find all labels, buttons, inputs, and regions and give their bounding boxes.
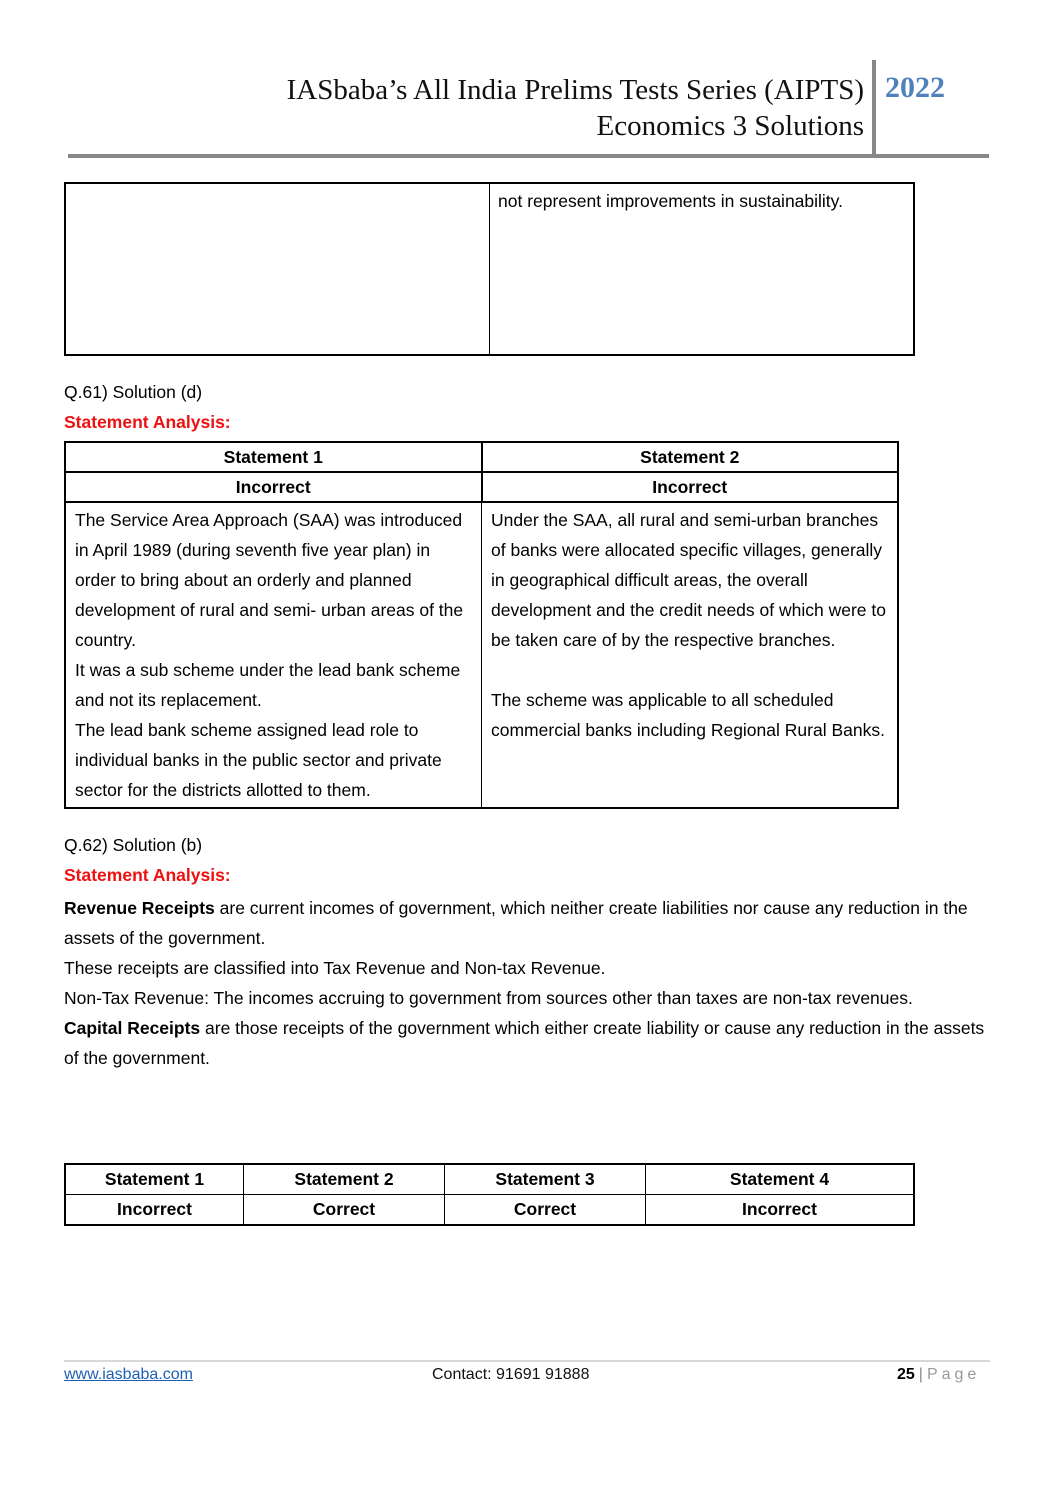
column-header: Statement 4	[646, 1164, 915, 1195]
explanation-paragraph: It was a sub scheme under the lead bank scheme and not its replacement.	[75, 660, 461, 710]
table-row	[65, 183, 914, 355]
column-header: Statement 2	[482, 442, 899, 472]
term-bold: Revenue Receipts	[64, 898, 215, 918]
q62-analysis-label: Statement Analysis:	[64, 865, 231, 885]
page-separator: |	[918, 1366, 923, 1383]
continued-table	[64, 182, 915, 356]
classification-paragraph: These receipts are classified into Tax Revenue and Non-tax Revenue.	[64, 958, 606, 978]
explanation-paragraph: The lead bank scheme assigned lead role to individual banks in the public sector and private sector for the districts allotted to them.	[75, 720, 442, 800]
q61-solution: Q.61) Solution (d)	[64, 382, 203, 402]
explanation-paragraph: The scheme was applicable to all scheduled commercial banks including Regional Rural Banks.	[491, 690, 885, 740]
website-link[interactable]: www.iasbaba.com	[64, 1366, 193, 1383]
column-header: Statement 2	[244, 1164, 445, 1195]
paragraph-text: are those receipts of the government which either create liability or cause any reduction in the assets of the government.	[64, 1018, 985, 1068]
q61-analysis-label: Statement Analysis:	[64, 412, 231, 432]
spacer	[491, 655, 889, 685]
page-number	[897, 1366, 980, 1384]
table-row	[65, 502, 898, 808]
footer-rule	[64, 1360, 990, 1362]
column-header: Statement 1	[65, 442, 482, 472]
q62-statement-table	[64, 1163, 915, 1226]
contact-info: Contact: 91691 91888	[432, 1366, 590, 1383]
verdict-cell: Correct	[445, 1195, 646, 1226]
title-line-1: IASbaba’s All India Prelims Tests Series (AIPTS)	[286, 74, 864, 106]
explanation-paragraph: Under the SAA, all rural and semi-urban branches of banks were allocated specific villages, generally in geographical difficult areas, the overall development and the credit needs of which were to be taken care of by the respective branches.	[491, 510, 886, 650]
header-horizontal-rule	[68, 154, 989, 158]
verdict-cell: Incorrect	[482, 472, 899, 502]
table-cell	[65, 183, 490, 355]
capital-receipts-paragraph	[64, 1013, 994, 1073]
table-verdict-row	[65, 1195, 914, 1226]
paragraph-text: are current incomes of government, which neither create liabilities nor cause any reduction in the assets of the government.	[64, 898, 968, 948]
q62-solution: Q.62) Solution (b)	[64, 835, 203, 855]
column-header: Statement 3	[445, 1164, 646, 1195]
verdict-cell: Incorrect	[65, 472, 482, 502]
header-vertical-divider	[872, 60, 876, 157]
statement-1-explanation	[65, 502, 482, 808]
term-bold: Capital Receipts	[64, 1018, 201, 1038]
title-line-2: Economics 3 Solutions	[596, 110, 864, 142]
table-verdict-row	[65, 472, 898, 502]
q62-explanation	[64, 893, 994, 1073]
page-number-value: 25	[897, 1366, 915, 1383]
non-tax-paragraph: Non-Tax Revenue: The incomes accruing to government from sources other than taxes are non-tax revenues.	[64, 988, 913, 1008]
revenue-receipts-paragraph	[64, 893, 994, 953]
table-header-row	[65, 1164, 914, 1195]
verdict-cell: Incorrect	[646, 1195, 915, 1226]
document-title	[287, 72, 864, 144]
table-header-row	[65, 442, 898, 472]
page-label: Page	[926, 1366, 981, 1383]
table-cell: not represent improvements in sustainability.	[490, 183, 915, 355]
header-year: 2022	[885, 71, 945, 104]
verdict-cell: Correct	[244, 1195, 445, 1226]
column-header: Statement 1	[65, 1164, 244, 1195]
verdict-cell: Incorrect	[65, 1195, 244, 1226]
statement-2-explanation	[482, 502, 899, 808]
q61-statement-table	[64, 441, 899, 809]
explanation-paragraph: The Service Area Approach (SAA) was introduced in April 1989 (during seventh five year plan) in order to bring about an orderly and planned development of rural and semi- urban areas of the country.	[75, 510, 464, 650]
